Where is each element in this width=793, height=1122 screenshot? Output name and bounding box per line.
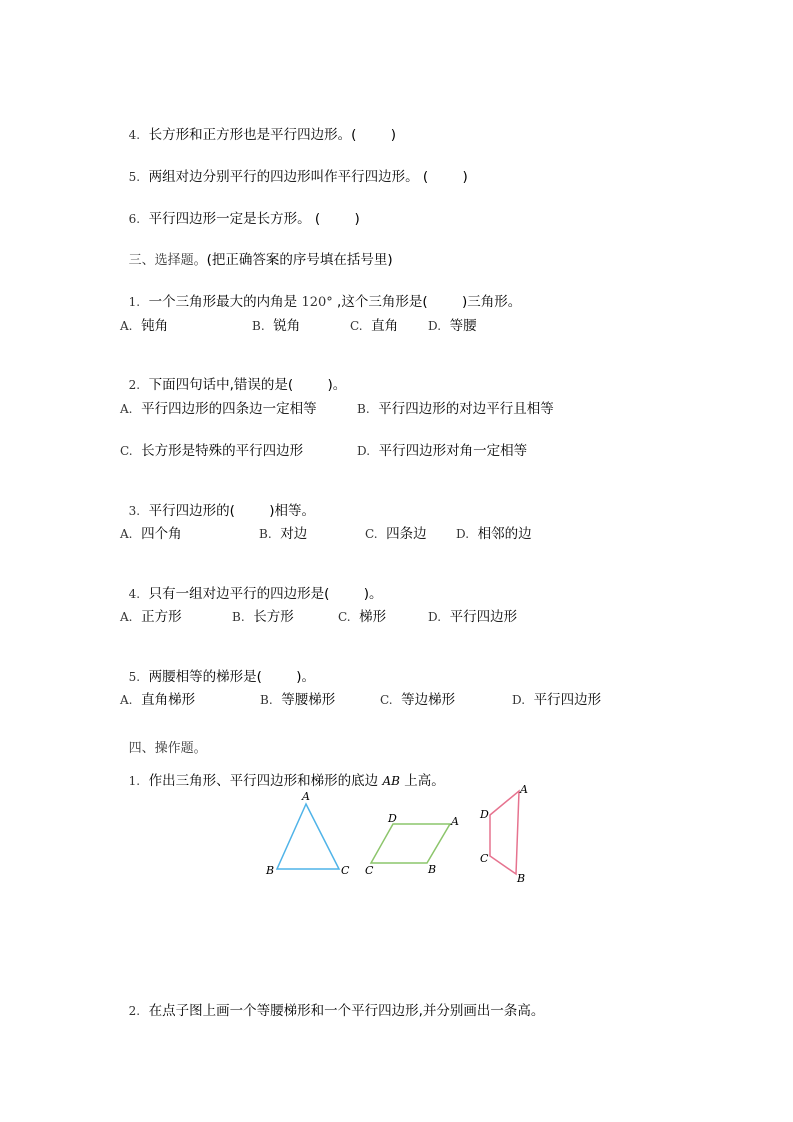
question-number: 4. bbox=[128, 587, 141, 601]
question-number: 2. bbox=[128, 1004, 141, 1018]
question-text-post: ,这个三角形是( )三角形。 bbox=[332, 294, 522, 310]
question-text: 两组对边分别平行的四边形叫作平行四边形。 ( ) bbox=[148, 169, 468, 185]
parallelogram-shape bbox=[371, 824, 450, 863]
op-question-2 bbox=[120, 984, 544, 1020]
question-text: 平行四边形的( )相等。 bbox=[148, 503, 316, 519]
option-d: D. 平行四边形 bbox=[428, 609, 518, 625]
question-number: 3. bbox=[128, 504, 141, 518]
option-a: A. 钝角 bbox=[120, 318, 169, 334]
option-a: A. 直角梯形 bbox=[120, 692, 196, 708]
option-a: A. 四个角 bbox=[120, 526, 182, 542]
option-a: A. 正方形 bbox=[120, 609, 182, 625]
option-a: A. 平行四边形的四条边一定相等 bbox=[120, 401, 317, 417]
parallelogram-label-a: A bbox=[451, 815, 459, 828]
question-number: 1. bbox=[128, 774, 141, 788]
parallelogram-label-b: B bbox=[428, 863, 437, 876]
triangle-figure bbox=[265, 790, 350, 877]
trapezoid-label-c: C bbox=[480, 852, 489, 865]
trapezoid-label-d: D bbox=[480, 808, 489, 821]
option-b: B. 等腰梯形 bbox=[260, 692, 336, 708]
question-number: 5. bbox=[128, 670, 141, 684]
ab-label: AB bbox=[382, 774, 400, 788]
question-text: 长方形和正方形也是平行四边形。( ) bbox=[148, 127, 397, 143]
trapezoid-shape bbox=[490, 791, 519, 874]
option-c: C. 长方形是特殊的平行四边形 bbox=[120, 443, 304, 459]
trapezoid-figure bbox=[479, 783, 528, 885]
option-b: B. 平行四边形的对边平行且相等 bbox=[357, 401, 554, 417]
triangle-label-b: B bbox=[266, 864, 275, 877]
option-c: C. 梯形 bbox=[338, 609, 387, 625]
triangle-shape bbox=[277, 804, 339, 869]
question-text: 两腰相等的梯形是( )。 bbox=[148, 669, 316, 685]
option-d: D. 平行四边形对角一定相等 bbox=[357, 443, 528, 459]
trapezoid-label-a: A bbox=[520, 783, 528, 796]
section-label: 四、操作题。 bbox=[128, 741, 207, 756]
parallelogram-figure bbox=[365, 812, 459, 877]
question-text-post: 上高。 bbox=[399, 773, 445, 789]
triangle-label-a: A bbox=[302, 790, 310, 803]
option-b: B. 对边 bbox=[259, 526, 308, 542]
question-number: 5. bbox=[128, 170, 141, 184]
question-text: 平行四边形一定是长方形。 ( ) bbox=[148, 211, 360, 227]
question-number: 6. bbox=[128, 212, 141, 226]
question-text-pre: 一个三角形最大的内角是 bbox=[148, 294, 302, 310]
option-c: C. 直角 bbox=[350, 318, 399, 334]
question-text-pre: 作出三角形、平行四边形和梯形的底边 bbox=[148, 773, 383, 789]
section-label: 三、选择题。 bbox=[128, 253, 207, 268]
question-number: 2. bbox=[128, 378, 141, 392]
question-text: 只有一组对边平行的四边形是( )。 bbox=[148, 586, 383, 602]
question-number: 1. bbox=[128, 295, 141, 309]
option-b: B. 长方形 bbox=[232, 609, 294, 625]
triangle-label-c: C bbox=[341, 864, 350, 877]
option-d: D. 平行四边形 bbox=[512, 692, 602, 708]
option-c: C. 等边梯形 bbox=[380, 692, 456, 708]
degree-value: 120° bbox=[301, 295, 333, 310]
section-note: (把正确答案的序号填在括号里) bbox=[206, 252, 393, 268]
option-d: D. 等腰 bbox=[428, 318, 477, 334]
parallelogram-label-d: D bbox=[388, 812, 397, 825]
option-b: B. 锐角 bbox=[252, 318, 301, 334]
parallelogram-label-c: C bbox=[365, 864, 374, 877]
question-number: 4. bbox=[128, 128, 141, 142]
question-text: 下面四句话中,错误的是( )。 bbox=[148, 377, 347, 393]
trapezoid-label-b: B bbox=[517, 872, 526, 885]
option-c: C. 四条边 bbox=[365, 526, 427, 542]
option-d: D. 相邻的边 bbox=[456, 526, 532, 542]
question-text: 在点子图上画一个等腰梯形和一个平行四边形,并分别画出一条高。 bbox=[148, 1003, 545, 1019]
